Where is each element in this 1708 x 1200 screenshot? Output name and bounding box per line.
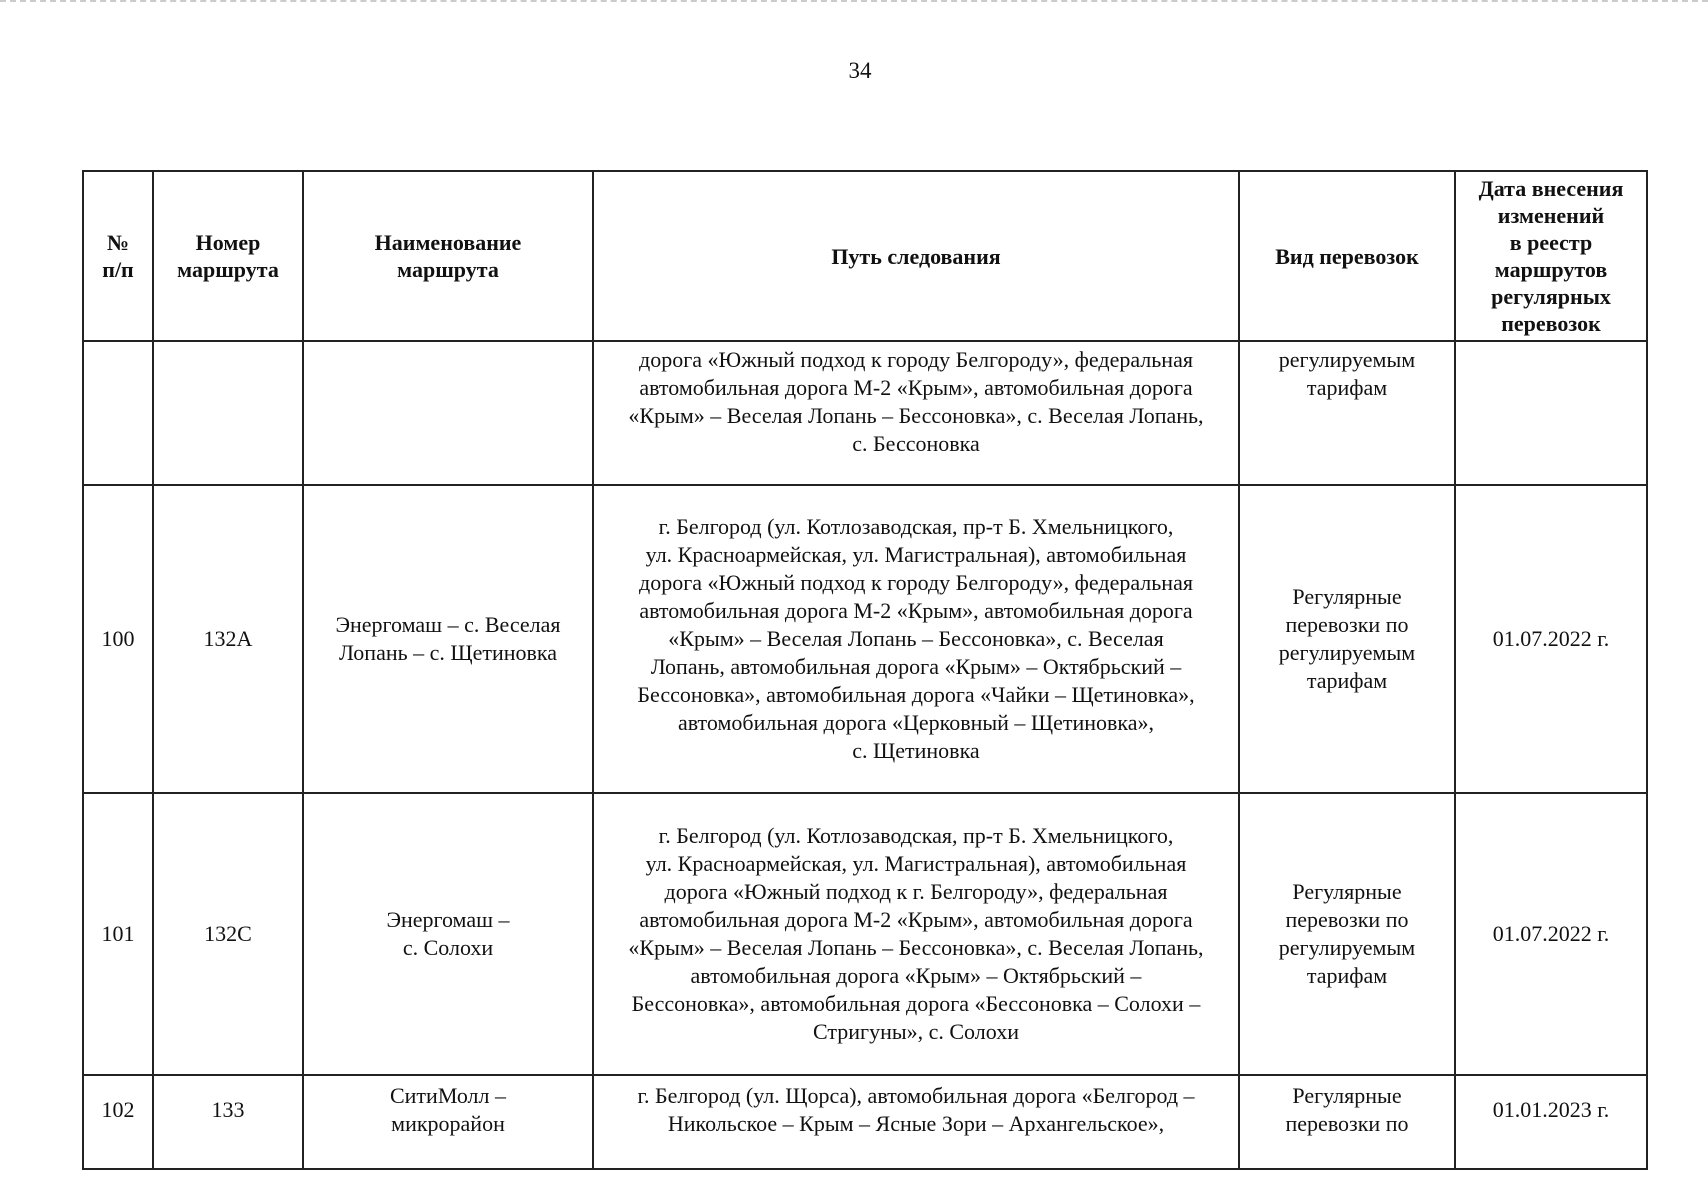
table-row <box>83 793 1647 1075</box>
page-top-edge-line <box>0 0 1708 5</box>
cell-route-number <box>153 341 303 485</box>
text-line: «Крым» – Веселая Лопань – Бессоновка», с. Веселая <box>668 626 1164 651</box>
text-line: маршрута <box>397 257 499 282</box>
text-line: № <box>106 230 130 255</box>
text-line: автомобильная дорога «Крым» – Октябрьский – <box>690 963 1142 988</box>
text-line: Энергомаш – <box>386 907 510 932</box>
text-line: в реестр <box>1509 230 1593 255</box>
text-line: дорога «Южный подход к г. Белгороду», федеральная <box>664 879 1168 904</box>
text-line: дорога «Южный подход к городу Белгороду», федеральная <box>639 570 1193 595</box>
header-num <box>83 171 153 341</box>
cell-route-path <box>593 793 1239 1075</box>
route-registry-table <box>82 170 1648 1170</box>
cell-transport-kind <box>1239 1075 1455 1169</box>
text-line: регулируемым <box>1278 347 1416 372</box>
table-row <box>83 341 1647 485</box>
text-line: микрорайон <box>391 1111 505 1136</box>
text-line: автомобильная дорога М-2 «Крым», автомобильная дорога <box>639 598 1193 623</box>
cell-route-path <box>593 485 1239 793</box>
cell-route-name <box>303 1075 593 1169</box>
text-line: ул. Красноармейская, ул. Магистральная), автомобильная <box>645 851 1187 876</box>
page-number: 34 <box>848 58 872 83</box>
text-line: с. Бессоновка <box>852 431 980 456</box>
text-line: «Крым» – Веселая Лопань – Бессоновка», с. Веселая Лопань, <box>628 935 1204 960</box>
cell-date-changed: 01.07.2022 г. <box>1455 485 1647 793</box>
header-transport-kind: Вид перевозок <box>1239 171 1455 341</box>
text-line: Никольское – Крым – Ясные Зори – Архангельское», <box>667 1111 1165 1136</box>
text-line: Номер <box>195 230 261 255</box>
cell-route-number: 132С <box>153 793 303 1075</box>
text-line: автомобильная дорога «Церковный – Щетиновка», <box>677 710 1155 735</box>
text-line: с. Солохи <box>402 935 494 960</box>
text-line: дорога «Южный подход к городу Белгороду», федеральная <box>639 347 1193 372</box>
text-line: Бессоновка», автомобильная дорога «Чайки – Щетиновка», <box>637 682 1195 707</box>
text-line: маршрутов <box>1494 257 1608 282</box>
text-line: регулируемым <box>1278 935 1416 960</box>
text-line: Дата внесения <box>1478 176 1624 201</box>
cell-route-path <box>593 341 1239 485</box>
text-line: регулируемым <box>1278 640 1416 665</box>
cell-route-number: 133 <box>153 1075 303 1169</box>
text-line: маршрута <box>177 257 279 282</box>
table-row <box>83 1075 1647 1169</box>
text-line: с. Щетиновка <box>852 738 980 763</box>
text-line: ул. Красноармейская, ул. Магистральная), автомобильная <box>645 542 1187 567</box>
text-line: изменений <box>1497 203 1605 228</box>
text-line: тарифам <box>1306 668 1388 693</box>
text-line: Регулярные <box>1292 879 1402 904</box>
text-line: автомобильная дорога М-2 «Крым», автомобильная дорога <box>639 375 1193 400</box>
cell-num <box>83 341 153 485</box>
cell-num: 102 <box>83 1075 153 1169</box>
header-route-name <box>303 171 593 341</box>
text-line: СитиМолл – <box>389 1083 506 1108</box>
cell-num: 100 <box>83 485 153 793</box>
cell-transport-kind <box>1239 485 1455 793</box>
text-line: перевозки по <box>1285 1111 1409 1136</box>
cell-date-changed: 01.07.2022 г. <box>1455 793 1647 1075</box>
text-line: г. Белгород (ул. Щорса), автомобильная дорога «Белгород – <box>637 1083 1195 1108</box>
text-line: Регулярные <box>1292 584 1402 609</box>
cell-transport-kind <box>1239 793 1455 1075</box>
text-line: Лопань – с. Щетиновка <box>338 640 558 665</box>
text-line: перевозок <box>1501 311 1601 336</box>
text-line: Бессоновка», автомобильная дорога «Бессоновка – Солохи – <box>631 991 1201 1016</box>
cell-date-changed: 01.01.2023 г. <box>1455 1075 1647 1169</box>
cell-route-name <box>303 793 593 1075</box>
text-line: «Крым» – Веселая Лопань – Бессоновка», с. Веселая Лопань, <box>628 403 1204 428</box>
text-line: п/п <box>102 257 134 282</box>
cell-route-path <box>593 1075 1239 1169</box>
text-line: Наименование <box>374 230 522 255</box>
cell-route-name <box>303 341 593 485</box>
cell-date-changed <box>1455 341 1647 485</box>
cell-route-number: 132А <box>153 485 303 793</box>
header-date-changed <box>1455 171 1647 341</box>
cell-route-name <box>303 485 593 793</box>
text-line: перевозки по <box>1285 612 1409 637</box>
text-line: г. Белгород (ул. Котлозаводская, пр-т Б. Хмельницкого, <box>658 514 1174 539</box>
text-line: г. Белгород (ул. Котлозаводская, пр-т Б. Хмельницкого, <box>658 823 1174 848</box>
table-row <box>83 485 1647 793</box>
text-line: Стригуны», с. Солохи <box>813 1019 1019 1044</box>
text-line: регулярных <box>1491 284 1611 309</box>
cell-num: 101 <box>83 793 153 1075</box>
text-line: перевозки по <box>1285 907 1409 932</box>
text-line: тарифам <box>1306 963 1388 988</box>
cell-transport-kind <box>1239 341 1455 485</box>
text-line: Регулярные <box>1292 1083 1402 1108</box>
text-line: тарифам <box>1306 375 1388 400</box>
text-line: Энергомаш – с. Веселая <box>335 612 561 637</box>
text-line: автомобильная дорога М-2 «Крым», автомобильная дорога <box>639 907 1193 932</box>
header-route-number <box>153 171 303 341</box>
table-header-row <box>83 171 1647 341</box>
header-route-path: Путь следования <box>593 171 1239 341</box>
text-line: Лопань, автомобильная дорога «Крым» – Октябрьский – <box>650 654 1182 679</box>
